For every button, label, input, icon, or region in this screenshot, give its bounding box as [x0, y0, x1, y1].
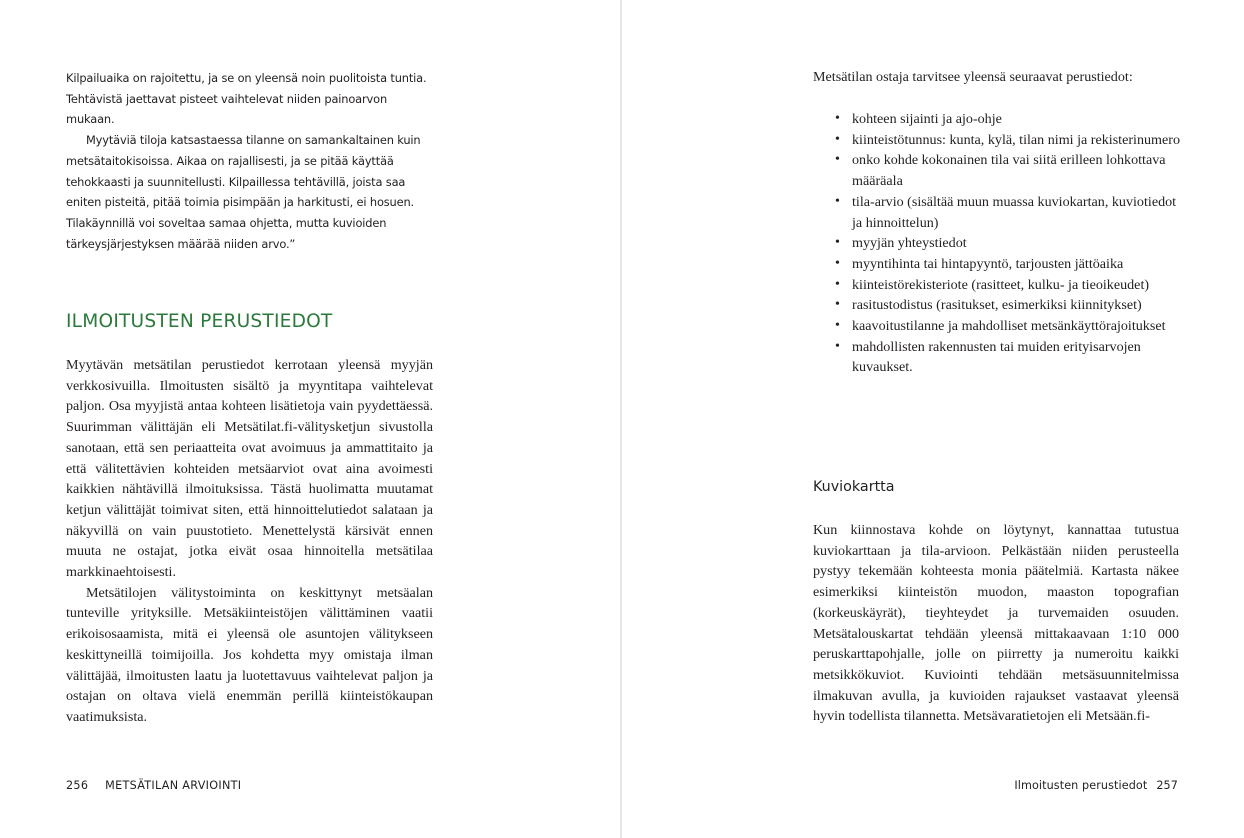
body-paragraph: Kun kiinnostava kohde on löytynyt, kannattaa tutustua kuviokarttaan ja tila-arvioon. Pelkästään niiden perusteella pystyy tekemään kohteesta monia päätelmiä. Kartasta näkee esimerkiksi kiinteistön muodon, maaston topografian (korkeuskäyrät), tieyhteydet ja turvemaiden osuuden. Metsätalouskartat tehdään yleensä mittakaavaan 1:10 000 peruskarttapohjalle, jolle on piirretty ja numeroitu kaikki metsikkökuviot. Kuviointi tehdään metsäsuunnitelmissa ilmakuvan avulla, ja kuvioiden rajaukset vastaavat yleensä hyvin todellista tilannetta. Metsävaratietojen eli Metsään.fi-: [813, 522, 1179, 725]
right-page: [622, 0, 1244, 838]
page-footer: [1014, 779, 1178, 792]
list-item: • tila-arvio (sisältää muun muassa kuviokartan, kuviotiedot ja hinnoittelun): [835, 193, 1177, 231]
list-item: • kohteen sijainti ja ajo-ohje: [835, 109, 1187, 130]
bullet-icon: •: [835, 193, 840, 209]
bullet-icon: •: [835, 152, 840, 168]
bullet-icon: •: [835, 318, 840, 334]
list-item: • myyjän yhteystiedot: [835, 233, 1187, 254]
running-title: METSÄTILAN ARVIOINTI: [105, 779, 242, 792]
bullet-list: [835, 109, 1187, 378]
list-item: • rasitustodistus (rasitukset, esimerkiksi kiinnitykset): [835, 295, 1187, 316]
body-paragraph: Metsätilojen välitystoiminta on keskittynyt metsäalan tunteville yrityksille. Metsäkiinteistöjen välittäminen vaatii erikoisosaamista, mitä ei yleensä ole asuntojen välitykseen keskittyneillä toimijoilla. Jos kohdetta myy omistaja ilman välittäjää, ilmoitusten laatu ja luotettavuus vaihtelevat paljon ja ostajan on oltava vielä enemmän perillä kiinteistökaupan vaatimuksista.: [66, 584, 433, 725]
bullet-icon: •: [835, 111, 840, 126]
bullet-icon: •: [835, 235, 840, 251]
body-paragraph: Myytävän metsätilan perustiedot kerrotaan yleensä myyjän verkkosivuilla. Ilmoitusten sisältö ja myyntitapa vaihtelevat paljon. Osa myyjistä antaa kohteen lisätietoja vain pyydettäessä. Suurimman välittäjän eli Metsätilat.fi-välitysketjun sivustolla sanotaan, että sen periaatteita ovat avoimuus ja ammattitaito ja että välitettävien kohteiden metsäarviot ovat aina avoimesti kaikkien nähtävillä ilmoituksissa. Tästä huolimatta muutamat ketjun välittäjät toimivat siten, että hinnoittelutiedot salataan ja näkyvillä on vain puustotieto. Menettelystä kärsivät ennen muuta ne ostajat, jotka eivät osaa hinnoitella metsätilaa markkinaehtoisesti.: [66, 357, 433, 581]
list-item: • onko kohde kokonainen tila vai siitä erilleen lohkottava määräala: [835, 152, 1166, 190]
quote-paragraph: Myytäviä tiloja katsastaessa tilanne on samankaltainen kuin metsätaitokisoissa. Aikaa on rajallisesti, ja se pitää käyttää tehokkaasti ja suunnitellusti. Kilpaillessa tehtävillä, joista saa eniten pisteitä, pitää toimia pisimpään ja harkitusti, ei hosuen. Tilakäynnillä voi soveltaa samaa ohjetta, mutta kuvioiden tärkeysjärjestyksen määrää niiden arvo.”: [66, 133, 421, 251]
list-item: • kiinteistörekisteriote (rasitteet, kulku- ja tieoikeudet): [835, 275, 1187, 296]
bullet-icon: •: [835, 255, 840, 271]
quote-paragraph: Kilpailuaika on rajoitettu, ja se on yleensä noin puolitoista tuntia. Tehtävistä jaettavat pisteet vaihtelevat niiden painoarvon mukaan.: [66, 71, 427, 127]
list-item: • kaavoitustilanne ja mahdolliset metsänkäyttörajoitukset: [835, 316, 1187, 337]
list-intro: Metsätilan ostaja tarvitsee yleensä seuraavat perustiedot:: [813, 69, 1133, 85]
list-item: • kiinteistötunnus: kunta, kylä, tilan nimi ja rekisterinumero: [835, 130, 1187, 151]
page-number: 256: [66, 779, 89, 792]
bullet-icon: •: [835, 297, 840, 313]
bullet-icon: •: [835, 276, 840, 292]
page-number: 257: [1156, 779, 1178, 792]
bullet-icon: •: [835, 338, 840, 354]
list-item: • mahdollisten rakennusten tai muiden erityisarvojen kuvaukset.: [835, 338, 1141, 376]
body-text: [66, 355, 433, 728]
body-text: [813, 520, 1179, 727]
running-title: Ilmoitusten perustiedot: [1014, 779, 1148, 792]
quote-block: [66, 68, 428, 254]
left-page: [0, 0, 621, 838]
section-heading: ILMOITUSTEN PERUSTIEDOT: [66, 311, 333, 332]
subsection-heading: Kuviokartta: [813, 479, 895, 495]
list-item: • myyntihinta tai hintapyyntö, tarjousten jättöaika: [835, 254, 1187, 275]
bullet-icon: •: [835, 131, 840, 147]
page-footer: [66, 779, 241, 792]
